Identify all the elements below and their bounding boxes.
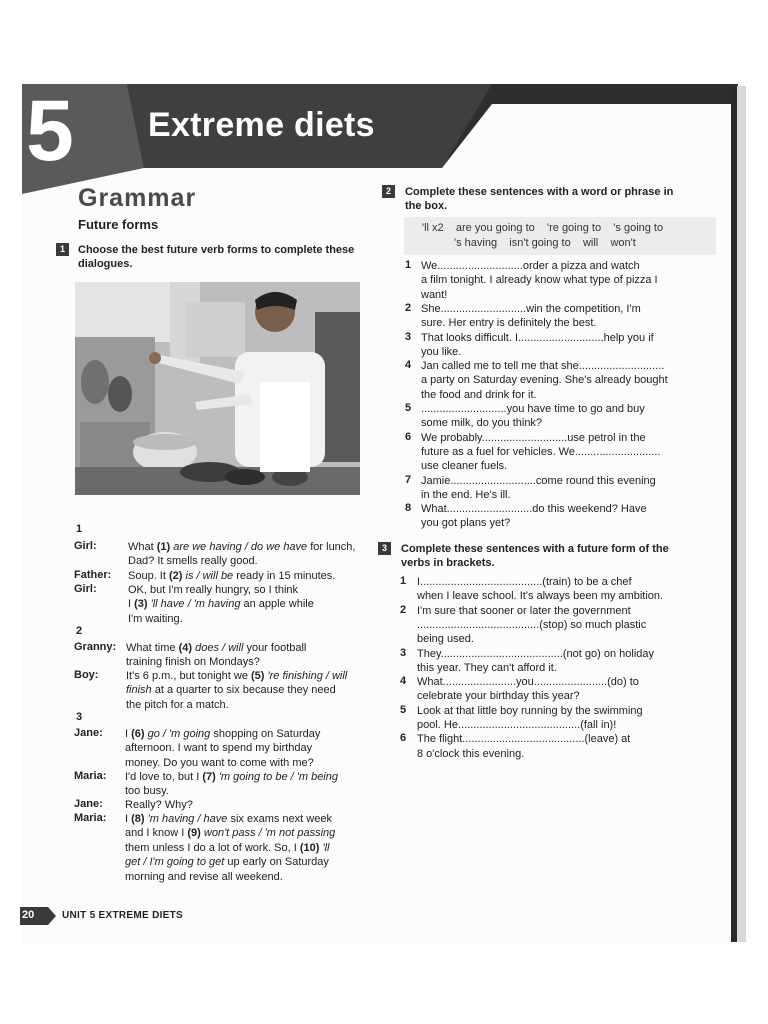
sentence-line: They........................................(not go) on holiday bbox=[417, 647, 654, 660]
item-sentence bbox=[421, 259, 658, 302]
item-sentence bbox=[421, 502, 647, 531]
item-sentence bbox=[421, 302, 641, 331]
sentence-line: Jamie............................come round this evening bbox=[421, 474, 656, 487]
instruction-line: Complete these sentences with a future form of the bbox=[401, 543, 669, 555]
dialogue-line-row: get / I'm going to get up early on Saturday bbox=[125, 856, 329, 869]
item-number: 5 bbox=[405, 402, 412, 414]
dialogue-line-row: What (1) are we having / do we have for lunch, bbox=[128, 541, 356, 553]
book-edge-shadow bbox=[737, 86, 746, 942]
sentence-line: you got plans yet? bbox=[421, 517, 511, 530]
exercise-3-number: 3 bbox=[378, 542, 391, 555]
section-heading: Grammar bbox=[78, 184, 197, 212]
item-number: 5 bbox=[400, 703, 407, 716]
footer-title: UNIT 5 EXTREME DIETS bbox=[62, 910, 184, 921]
instruction-line: Complete these sentences with a word or phrase in bbox=[405, 186, 674, 198]
dialogue-line bbox=[128, 540, 355, 569]
dialogue-line bbox=[125, 798, 193, 812]
instruction-line: the box. bbox=[405, 200, 448, 212]
item-number: 3 bbox=[405, 330, 412, 343]
instruction-line: verbs in brackets. bbox=[401, 557, 495, 569]
dialogue-line bbox=[126, 641, 306, 670]
speaker: Boy: bbox=[74, 669, 99, 681]
item-sentence bbox=[417, 647, 654, 676]
item-sentence bbox=[421, 431, 660, 474]
sentence-line: use cleaner fuels. bbox=[421, 460, 508, 473]
dialogue-line-row: morning and revise all weekend. bbox=[125, 870, 283, 883]
sentence-line: pool. He........................................(fall in)! bbox=[417, 718, 617, 731]
dialogue-line bbox=[128, 569, 335, 583]
item-number: 3 bbox=[400, 646, 407, 659]
dialogue-line-row: finish at a quarter to six because they need bbox=[126, 684, 336, 697]
unit-title: Extreme diets bbox=[148, 106, 375, 144]
word-box-row: 'll x2 are you going to 're going to 's going to bbox=[422, 222, 664, 234]
sentence-line: when I leave school. It's always been my ambition. bbox=[417, 590, 664, 603]
word-box bbox=[404, 217, 716, 255]
item-sentence bbox=[417, 732, 630, 761]
sentence-line: some milk, do you think? bbox=[421, 417, 543, 430]
item-sentence bbox=[421, 402, 645, 431]
dialogue-line-row: Soup. It (2) is / will be ready in 15 minutes. bbox=[128, 570, 336, 582]
sentence-line: What............................do this weekend? Have bbox=[421, 503, 647, 516]
item-sentence bbox=[421, 359, 668, 402]
dialogue-label: 3 bbox=[76, 711, 83, 723]
speaker: Jane: bbox=[74, 727, 103, 739]
sentence-line: you like. bbox=[421, 345, 462, 358]
dialogue-line-row: OK, but I'm really hungry, so I think bbox=[128, 584, 299, 596]
sentence-line: We............................order a pizza and watch bbox=[421, 260, 640, 272]
dialogue-line-row: them unless I do a lot of work. So, I (10) 'll bbox=[125, 841, 330, 854]
dialogue-line-row: Really? Why? bbox=[125, 799, 193, 811]
speaker: Maria: bbox=[74, 770, 107, 782]
item-sentence bbox=[417, 704, 643, 733]
exercise-3-instruction bbox=[401, 542, 669, 570]
item-number: 2 bbox=[400, 603, 407, 616]
dialogue-label: 2 bbox=[76, 625, 83, 637]
sentence-line: the food and drink for it. bbox=[421, 388, 537, 401]
dialogue-line-row: the pitch for a match. bbox=[126, 698, 229, 711]
sentence-line: What........................you........................(do) to bbox=[417, 676, 639, 689]
dialogue-line-row: I'm waiting. bbox=[128, 612, 183, 625]
page-number: 20 bbox=[22, 909, 35, 921]
item-number: 1 bbox=[400, 575, 407, 587]
sentence-line: 8 o'clock this evening. bbox=[417, 747, 525, 760]
sentence-line: sure. Her entry is definitely the best. bbox=[421, 317, 597, 330]
sentence-line: She............................win the competition, I'm bbox=[421, 302, 641, 315]
item-number: 6 bbox=[400, 732, 407, 745]
sentence-line: a film tonight. I already know what type of pizza I bbox=[421, 274, 658, 287]
sentence-line: celebrate your birthday this year? bbox=[417, 690, 580, 703]
item-number: 4 bbox=[400, 675, 407, 688]
dialogue-line-row: and I know I (9) won't pass / 'm not passing bbox=[125, 827, 336, 840]
sentence-line: ........................................(stop) so much plastic bbox=[417, 618, 647, 631]
sentence-line: I'm sure that sooner or later the government bbox=[417, 604, 631, 617]
item-sentence bbox=[421, 474, 656, 503]
dialogue-line-row: What time (4) does / will your football bbox=[126, 642, 307, 654]
sentence-line: ............................you have time to go and buy bbox=[421, 403, 645, 415]
section-subheading: Future forms bbox=[78, 217, 159, 232]
dialogue-line-row: training finish on Mondays? bbox=[126, 656, 260, 669]
dialogue-line bbox=[125, 812, 335, 884]
chef-cooking-photo bbox=[75, 282, 360, 495]
dialogue-line-row: It's 6 p.m., but tonight we (5) 're finishing / will bbox=[126, 670, 348, 682]
speaker: Jane: bbox=[74, 798, 103, 810]
sentence-line: The flight........................................(leave) at bbox=[417, 733, 631, 746]
sentence-line: I........................................(train) to be a chef bbox=[417, 576, 632, 588]
exercise-2-number: 2 bbox=[382, 185, 395, 198]
item-sentence bbox=[417, 575, 663, 604]
speaker: Girl: bbox=[74, 540, 97, 552]
sentence-line: We probably............................use petrol in the bbox=[421, 431, 646, 444]
unit-number: 5 bbox=[26, 83, 74, 179]
speaker: Granny: bbox=[74, 641, 117, 653]
dialogue-line bbox=[126, 669, 347, 712]
item-number: 4 bbox=[405, 359, 412, 372]
word-box-row: 's having isn't going to will won't bbox=[454, 237, 636, 249]
sentence-line: That looks difficult. I............................help you if bbox=[421, 331, 654, 344]
dialogue-line bbox=[128, 583, 314, 626]
exercise-1-number: 1 bbox=[56, 243, 69, 256]
dialogue-line-row: Dad? It smells really good. bbox=[128, 555, 258, 568]
speaker: Maria: bbox=[74, 812, 107, 824]
item-number: 8 bbox=[405, 502, 412, 515]
sentence-line: Look at that little boy running by the swimming bbox=[417, 704, 643, 717]
sentence-line: future as a fuel for vehicles. We............................ bbox=[421, 445, 661, 458]
workbook-page bbox=[22, 84, 738, 944]
speaker: Father: bbox=[74, 569, 112, 581]
sentence-line: Jan called me to tell me that she............................ bbox=[421, 360, 665, 373]
dialogue-line-row: I (8) 'm having / have six exams next week bbox=[125, 813, 332, 825]
dialogue-line-row: I (3) 'll have / 'm having an apple while bbox=[128, 598, 314, 611]
dialogue-line-row: I'd love to, but I (7) 'm going to be / 'm being bbox=[125, 771, 338, 783]
item-sentence bbox=[417, 604, 646, 647]
item-number: 7 bbox=[405, 473, 412, 486]
instruction-line: Choose the best future verb forms to complete these bbox=[78, 244, 355, 256]
item-number: 6 bbox=[405, 430, 412, 443]
item-sentence bbox=[421, 331, 654, 360]
dialogue-line bbox=[125, 770, 338, 799]
item-number: 1 bbox=[405, 259, 412, 271]
sentence-line: in the end. He's ill. bbox=[421, 488, 511, 501]
exercise-2-instruction bbox=[405, 185, 673, 213]
dialogue-line-row: too busy. bbox=[125, 785, 169, 798]
item-number: 2 bbox=[405, 301, 412, 314]
instruction-line: dialogues. bbox=[78, 258, 133, 270]
sentence-line: being used. bbox=[417, 633, 474, 646]
dialogue-line-row: afternoon. I want to spend my birthday bbox=[125, 742, 313, 755]
dialogue-line-row: money. Do you want to come with me? bbox=[125, 756, 314, 769]
exercise-1-instruction bbox=[78, 243, 354, 271]
dialogue-line bbox=[125, 727, 320, 770]
sentence-line: want! bbox=[421, 288, 448, 301]
speaker: Girl: bbox=[74, 583, 97, 595]
item-sentence bbox=[417, 675, 639, 704]
dialogue-line-row: I (6) go / 'm going shopping on Saturday bbox=[125, 728, 321, 740]
sentence-line: a party on Saturday evening. She's already bought bbox=[421, 374, 668, 387]
dialogue-label: 1 bbox=[76, 523, 83, 535]
sentence-line: this year. They can't afford it. bbox=[417, 661, 557, 674]
